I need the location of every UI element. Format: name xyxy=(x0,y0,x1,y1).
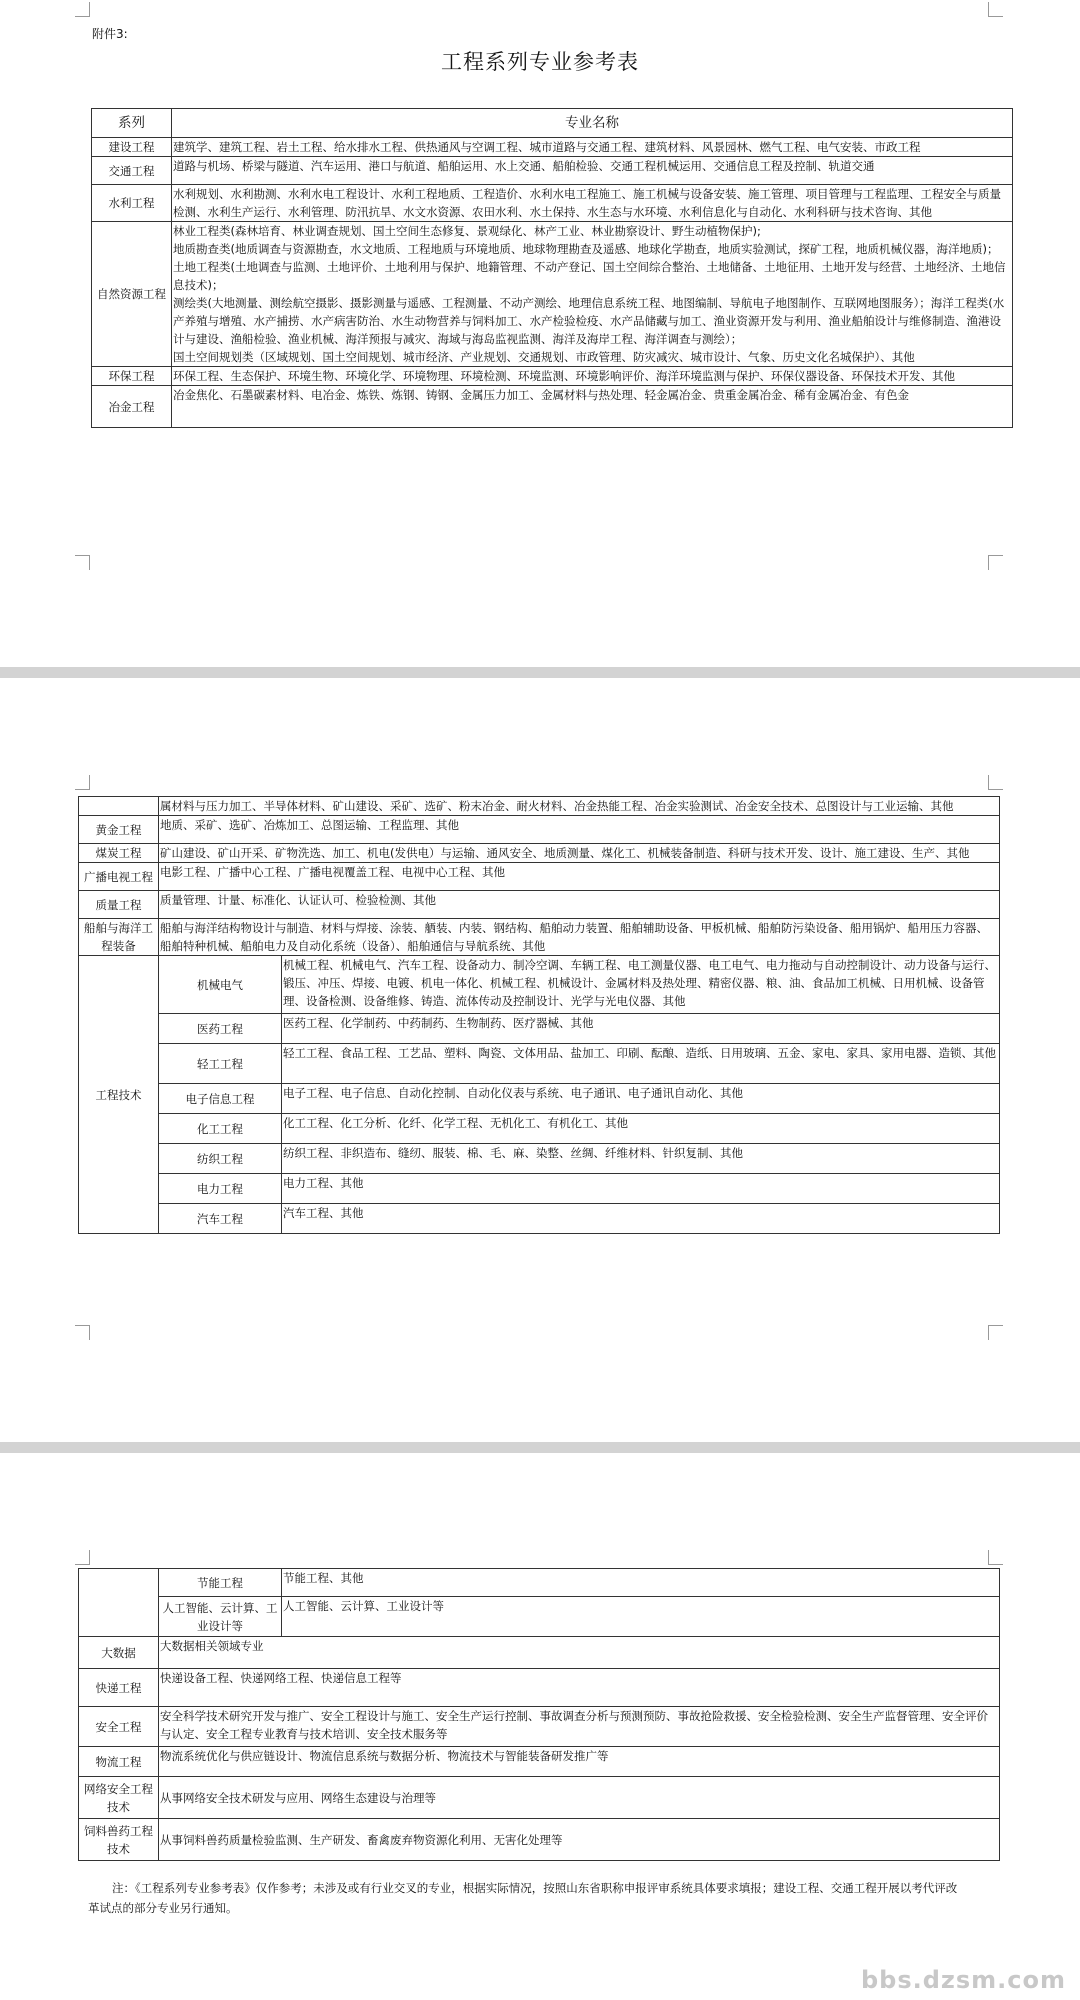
sub-category: 机械电气 xyxy=(159,956,282,1014)
row-text: 机械工程、机械电气、汽车工程、设备动力、制冷空调、车辆工程、电工测量仪器、电工电气、电力拖动与自动控制设计、动力设备与运行、锻压、冲压、焊接、电镀、机电一体化、机械工程、机械设计、金属材料及热处理、精密仪器、粮、油、食品加工机械、日用机械、设备管理、设备检测、设备维修、铸造、流体传动及控制设计、光学与光电仪器、其他 xyxy=(282,956,1000,1014)
row-text: 道路与机场、桥梁与隧道、汽车运用、港口与航道、船舶运用、水上交通、船舶检验、交通工程机械运用、交通信息工程及控制、轨道交通 xyxy=(172,157,1013,185)
table-row xyxy=(79,956,1000,1014)
row-text: 节能工程、其他 xyxy=(282,1569,1000,1597)
row-category: 冶金工程 xyxy=(92,386,172,428)
row-category: 快递工程 xyxy=(79,1669,159,1707)
crop-mark xyxy=(988,2,1003,17)
header-series: 系列 xyxy=(92,109,172,138)
table-row xyxy=(79,816,1000,844)
sub-category: 人工智能、云计算、工业设计等 xyxy=(159,1597,282,1637)
table-row xyxy=(79,1174,1000,1204)
row-text: 电影工程、广播中心工程、广播电视覆盖工程、电视中心工程、其他 xyxy=(159,863,1000,891)
crop-mark xyxy=(75,555,90,570)
sub-category: 医药工程 xyxy=(159,1014,282,1044)
table-page-3 xyxy=(78,1568,1000,1861)
row-text: 电子工程、电子信息、自动化控制、自动化仪表与系统、电子通讯、电子通讯自动化、其他 xyxy=(282,1084,1000,1114)
table-row xyxy=(79,844,1000,863)
row-category: 环保工程 xyxy=(92,367,172,386)
table-row xyxy=(92,157,1013,185)
row-category xyxy=(79,797,159,816)
table-page-2 xyxy=(78,796,1000,1234)
table-row xyxy=(92,185,1013,222)
table-row xyxy=(79,1144,1000,1174)
header-specialty: 专业名称 xyxy=(172,109,1013,138)
row-text-multiline xyxy=(172,222,1013,367)
row-text: 安全科学技术研究开发与推广、安全工程设计与施工、安全生产运行控制、事故调查分析与预测预防、事故抢险救援、安全检验检测、安全生产监督管理、安全评价与认定、安全工程专业教育与技术培训、安全技术服务等 xyxy=(159,1707,1000,1747)
row-text: 汽车工程、其他 xyxy=(282,1204,1000,1234)
row-category: 黄金工程 xyxy=(79,816,159,844)
row-text: 大数据相关领域专业 xyxy=(159,1637,1000,1669)
row-text: 从事网络安全技术研发与应用、网络生态建设与治理等 xyxy=(159,1777,1000,1819)
crop-mark xyxy=(988,775,1003,790)
row-text: 轻工工程、食品工程、工艺品、塑料、陶瓷、文体用品、盐加工、印刷、酝酿、造纸、日用玻璃、五金、家电、家具、家用电器、造锁、其他 xyxy=(282,1044,1000,1084)
crop-mark xyxy=(75,775,90,790)
row-text: 质量管理、计量、标准化、认证认可、检验检测、其他 xyxy=(159,891,1000,919)
table-row xyxy=(79,919,1000,956)
table-header-row xyxy=(92,109,1013,138)
row-category: 建设工程 xyxy=(92,138,172,157)
crop-mark xyxy=(988,1325,1003,1340)
page-separator-2 xyxy=(0,1442,1080,1453)
crop-mark xyxy=(75,2,90,17)
footnote: 注：《工程系列专业参考表》仅作参考；未涉及或有行业交叉的专业，根据实际情况，按照山东省职称申报评审系统具体要求填报；建设工程、交通工程开展以考代评改革试点的部分专业另行通知。 xyxy=(88,1881,958,1915)
row-category-continued xyxy=(79,1569,159,1637)
table-row xyxy=(79,1777,1000,1819)
row-category: 广播电视工程 xyxy=(79,863,159,891)
row-text: 物流系统优化与供应链设计、物流信息系统与数据分析、物流技术与智能装备研发推广等 xyxy=(159,1747,1000,1777)
table-row xyxy=(79,1707,1000,1747)
table-page-1 xyxy=(91,108,1013,428)
crop-mark xyxy=(988,1550,1003,1565)
row-text: 船舶与海洋结构物设计与制造、材料与焊接、涂装、舾装、内装、钢结构、船舶动力装置、船舶辅助设备、甲板机械、船舶防污染设备、船用锅炉、船用压力容器、船舶特种机械、船舶电力及自动化系统（设备）、船舶通信与导航系统、其他 xyxy=(159,919,1000,956)
row-text: 水利规划、水利勘测、水利水电工程设计、水利工程地质、工程造价、水利水电工程施工、施工机械与设备安装、施工管理、项目管理与工程监理、工程安全与质量检测、水利生产运行、水利管理、防汛抗旱、水文水资源、农田水利、水土保持、水生态与水环境、水利信息化与自动化、水利科研与技术咨询、其他 xyxy=(172,185,1013,222)
table-row xyxy=(79,797,1000,816)
table-row xyxy=(92,386,1013,428)
row-category: 煤炭工程 xyxy=(79,844,159,863)
sub-category: 电力工程 xyxy=(159,1174,282,1204)
sub-category: 电子信息工程 xyxy=(159,1084,282,1114)
row-text: 医药工程、化学制药、中药制药、生物制药、医疗器械、其他 xyxy=(282,1014,1000,1044)
table-row xyxy=(79,1819,1000,1861)
sub-category: 汽车工程 xyxy=(159,1204,282,1234)
row-category: 物流工程 xyxy=(79,1747,159,1777)
row-text: 人工智能、云计算、工业设计等 xyxy=(282,1597,1000,1637)
attachment-label: 附件3: xyxy=(92,27,128,41)
row-text: 电力工程、其他 xyxy=(282,1174,1000,1204)
watermark: bbs.dzsm.com xyxy=(860,1966,1066,1994)
table-row xyxy=(92,367,1013,386)
row-text: 冶金焦化、石墨碳素材料、电冶金、炼铁、炼钢、铸钢、金属压力加工、金属材料与热处理、轻金属冶金、贵重金属冶金、稀有金属冶金、有色金 xyxy=(172,386,1013,428)
crop-mark xyxy=(75,1325,90,1340)
table-row xyxy=(92,222,1013,367)
text-line: 测绘类(大地测量、测绘航空摄影、摄影测量与遥感、工程测量、不动产测绘、地理信息系统工程、地图编制、导航电子地图制作、互联网地图服务）；海洋工程类(水产养殖与增殖、水产捕捞、水产病害防治、水生动物营养与饲料加工、水产检验检疫、水产品储藏与加工、渔业资源开发与利用、渔业船舶设计与维修制造、渔港设计与建设、渔船检验、渔业机械、海洋预报与减灾、海域与海岛监视监测、海洋及海岸工程、海洋调查与测绘）； xyxy=(173,296,1005,346)
sub-category: 轻工工程 xyxy=(159,1044,282,1084)
sub-category: 化工工程 xyxy=(159,1114,282,1144)
row-text: 矿山建设、矿山开采、矿物洗选、加工、机电(发供电）与运输、通风安全、地质测量、煤化工、机械装备制造、科研与技术开发、设计、施工建设、生产、其他 xyxy=(159,844,1000,863)
table-row xyxy=(79,1597,1000,1637)
table-row xyxy=(92,138,1013,157)
row-category: 船舶与海洋工程装备 xyxy=(79,919,159,956)
table-row xyxy=(79,1569,1000,1597)
sub-category: 纺织工程 xyxy=(159,1144,282,1174)
table-row xyxy=(79,1014,1000,1044)
table-row xyxy=(79,891,1000,919)
text-line: 地质勘查类(地质调查与资源勘查，水文地质、工程地质与环境地质、地球物理勘查及遥感、地球化学勘查，地质实验测试，探矿工程，地质机械仪器，海洋地质)； xyxy=(173,242,999,256)
row-text: 化工工程、化工分析、化纤、化学工程、无机化工、有机化工、其他 xyxy=(282,1114,1000,1144)
page-separator-1 xyxy=(0,667,1080,678)
row-category: 安全工程 xyxy=(79,1707,159,1747)
row-category: 水利工程 xyxy=(92,185,172,222)
table-row xyxy=(79,1669,1000,1707)
row-category: 饲料兽药工程技术 xyxy=(79,1819,159,1861)
row-category: 自然资源工程 xyxy=(92,222,172,367)
crop-mark xyxy=(75,1550,90,1565)
text-line: 林业工程类(森林培育、林业调查规划、国土空间生态修复、景观绿化、林产工业、林业勘察设计、野生动植物保护); xyxy=(173,224,761,238)
table-row xyxy=(79,863,1000,891)
table-row xyxy=(79,1114,1000,1144)
table-row xyxy=(79,1747,1000,1777)
row-category: 质量工程 xyxy=(79,891,159,919)
row-text: 环保工程、生态保护、环境生物、环境化学、环境物理、环境检测、环境监测、环境影响评价、海洋环境监测与保护、环保仪器设备、环保技术开发、其他 xyxy=(172,367,1013,386)
table-row xyxy=(79,1084,1000,1114)
table-row xyxy=(79,1044,1000,1084)
sub-category: 节能工程 xyxy=(159,1569,282,1597)
row-category: 网络安全工程技术 xyxy=(79,1777,159,1819)
row-category: 交通工程 xyxy=(92,157,172,185)
row-text: 属材料与压力加工、半导体材料、矿山建设、采矿、选矿、粉末冶金、耐火材料、冶金热能工程、冶金实验测试、冶金安全技术、总图设计与工业运输、其他 xyxy=(159,797,1000,816)
row-text: 纺织工程、非织造布、缝纫、服装、棉、毛、麻、染整、丝绸、纤维材料、针织复制、其他 xyxy=(282,1144,1000,1174)
document-title: 工程系列专业参考表 xyxy=(441,50,639,74)
row-text: 从事饲料兽药质量检验监测、生产研发、畜禽废弃物资源化利用、无害化处理等 xyxy=(159,1819,1000,1861)
row-category: 工程技术 xyxy=(79,956,159,1234)
row-text: 建筑学、建筑工程、岩土工程、给水排水工程、供热通风与空调工程、城市道路与交通工程、建筑材料、风景园林、燃气工程、电气安装、市政工程 xyxy=(172,138,1013,157)
row-text: 快递设备工程、快递网络工程、快递信息工程等 xyxy=(159,1669,1000,1707)
text-line: 国土空间规划类（区域规划、国土空间规划、城市经济、产业规划、交通规划、市政管理、防灾减灾、城市设计、气象、历史文化名城保护）、其他 xyxy=(173,350,915,364)
table-row xyxy=(79,1637,1000,1669)
row-text: 地质、采矿、选矿、冶炼加工、总图运输、工程监理、其他 xyxy=(159,816,1000,844)
text-line: 土地工程类(土地调查与监测、土地评价、土地利用与保护、地籍管理、不动产登记、国土空间综合整治、土地储备、土地征用、土地开发与经营、土地经济、土地信息技术)； xyxy=(173,260,1006,292)
crop-mark xyxy=(988,555,1003,570)
table-row xyxy=(79,1204,1000,1234)
row-category: 大数据 xyxy=(79,1637,159,1669)
